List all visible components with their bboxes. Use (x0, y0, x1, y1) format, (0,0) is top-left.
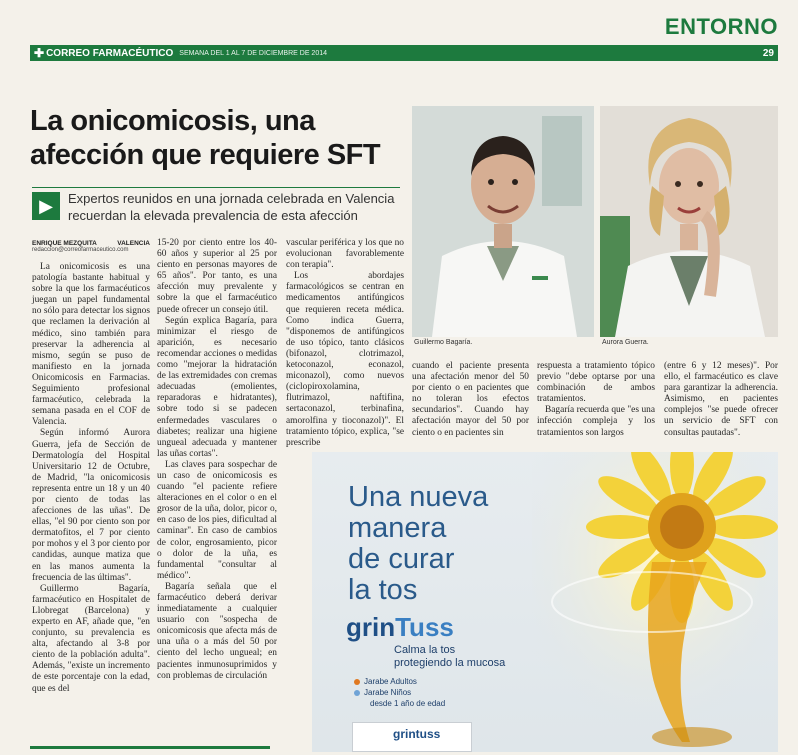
ad-variant: Jarabe Niños (364, 688, 412, 697)
photo-caption-left: Guillermo Bagaría. (414, 339, 473, 346)
masthead-brand (30, 46, 173, 60)
ad-headline-line: Una nueva (348, 481, 489, 513)
subhead-text: Expertos reunidos en una jornada celebrada en Valencia recuerdan la elevada prevalencia de esta afección (68, 191, 395, 223)
photo-caption-right: Aurora Guerra. (602, 339, 649, 346)
paragraph: La onicomicosis es una patología bastante habitual y sobre la que los farmacéuticos juegan un papel fundamental no sólo para detectar los signos que reclamen la derivación al médico, sino también para preservar la adherencia al mismo, según se puso de manifiesto en la jornada Onicomicosis en Farmacias. Seguimiento profesional farmacéutico, celebrada la semana pasada en el COF de Valencia. (32, 262, 150, 428)
paragraph: Las claves para sospechar de un caso de onicomicosis es cuando "el paciente refiere alteraciones en el color o en el grosor de la uña, dolor, picor o, en caso de los pies, dificultad al caminar". En caso de cambios de color, engrosamiento, picor o dolor de la uña, es fundamental "consultar al médico". (157, 459, 277, 581)
bottom-rule (30, 746, 270, 749)
grintuss-advertisement (312, 452, 778, 752)
ad-variant: Jarabe Adultos (364, 677, 417, 686)
portrait-man-illustration (412, 106, 594, 337)
paragraph: (entre 6 y 12 meses)". Por ello, el farmacéutico es clave para garantizar la adherencia. Asimismo, en pacientes complejos "se puede ofrecer un servicio de SFT con consultas pautadas". (664, 361, 778, 438)
paragraph: Según explica Bagaría, para minimizar el riesgo de aparición, es necesario recomendar acciones o medidas como "mejorar la hidratación de las extremidades con cremas adecuadas (emolientes, reparadoras e hidratantes), sobre todo si se padecen enfermedades vasculares o diabetes; realizar una higiene ungueal adecuada y mantener las uñas cortas". (157, 315, 277, 459)
ad-tagline-line: protegiendo la mucosa (394, 657, 506, 669)
article-headline: La onicomicosis, una afección que requiere SFT (30, 105, 381, 171)
ad-headline-line: manera (348, 512, 447, 544)
article-column-3 (286, 238, 404, 449)
page-number: 29 (762, 47, 774, 59)
ad-headline-line: la tos (348, 574, 418, 606)
byline-city: VALENCIA (117, 240, 150, 247)
ad-headline-line: de curar (348, 543, 455, 575)
paragraph: vascular periférica y los que no evolucionan favorablemente con terapia". (286, 238, 404, 271)
section-label: ENTORNO (664, 14, 778, 39)
paragraph: Bagaría recuerda que "es una infección compleja y los tratamientos son largos (537, 405, 655, 438)
article-column-1 (32, 262, 150, 695)
ad-headline (348, 482, 488, 606)
paragraph: cuando el paciente presenta una afectación menor del 50 por ciento o en pacientes que no toleran los efectos secundarios". Cuando hay afectación mayor del 50 por ciento o en pacientes sin (412, 361, 529, 438)
byline (32, 240, 150, 253)
article-column-4 (412, 361, 529, 439)
paragraph: 15-20 por ciento entre los 40-60 años y superior al 25 por ciento en personas mayores de 65 años". Por tanto, es una afección muy prevalente y sobre la que el farmacéutico puede ofrecer un consejo útil. (157, 238, 277, 315)
article-column-2 (157, 238, 277, 682)
masthead-brand-text: CORREO FARMACÉUTICO (46, 47, 174, 59)
paragraph: Guillermo Bagaría, farmacéutico en Hospitalet de Llobregat (Barcelona) y experto en AF, añade que, "en conjunto, su prevalencia es alta, afectando al 3-8 por ciento de la población adulta". Además, "existe un incremento de este porcentaje con la edad, que es del (32, 583, 150, 694)
ad-variants (354, 676, 445, 709)
byline-email: redaccion@correofarmaceutico.com (32, 247, 129, 253)
masthead-week: SEMANA DEL 1 AL 7 DE DICIEMBRE DE 2014 (179, 49, 328, 57)
product-box-label: grintuss (393, 727, 441, 741)
paragraph: respuesta a tratamiento tópico previo "debe optarse por una combinación de ambos tratamientos. (537, 361, 655, 405)
paragraph: Bagaría señala que el farmacéutico deberá derivar inmediatamente a cualquier usuario con "sospecha de onicomicosis que afecta más de una uña o a más del 50 por ciento del lecho ungueal; en pacientes inmunosuprimidos y con problemas de circulación (157, 581, 277, 681)
ad-tagline-line: Calma la tos (394, 644, 456, 656)
photo-guillermo-bagaria (412, 106, 594, 337)
flower-honey-illustration (532, 452, 778, 752)
ad-variant-note: desde 1 año de edad (370, 699, 446, 708)
ad-brand-logo (346, 612, 454, 643)
product-box (352, 722, 472, 752)
blue-dot-icon (354, 690, 360, 696)
play-arrow-icon: ▶ (32, 192, 60, 220)
paragraph: Según informó Aurora Guerra, jefa de Sección de Dermatología del Hospital Universitario 12 de Octubre, de Madrid, "la onicomicosis representa entre un 18 y un 40 por ciento de todas las afecciones de las uñas". De ellas, "el 90 por ciento son por dermatofitos, el 7 por ciento por mohos y el 3 por ciento por candidas, aunque matiza que en las manos aumenta la frecuencia de las últimas". (32, 428, 150, 583)
byline-author: ENRIQUE MEZQUITA (32, 240, 97, 247)
paragraph: Los abordajes farmacológicos se centran en medicamentos antifúngicos que requieren receta médica. Como indica Guerra, "disponemos de antifúngicos de uso tópico, tanto clásicos (bifonazol, clotrimazol, ketoconazol, econazol, miconazol), como nuevos (ciclopiroxolamina, flutrimazol, naftifina, sertaconazol, terbinafina, amorolfina y tioconazol)". El tratamiento tópico, explica, "se prescribe (286, 271, 404, 448)
ad-brand-part: Tuss (395, 612, 454, 642)
plus-icon: ✚ (34, 46, 45, 60)
ad-brand-part: grin (346, 612, 396, 642)
orange-dot-icon (354, 679, 360, 685)
photo-aurora-guerra (600, 106, 778, 337)
portrait-woman-illustration (600, 106, 778, 337)
article-column-5 (537, 361, 655, 439)
ad-tagline (394, 644, 505, 670)
article-subhead (32, 187, 400, 224)
masthead-bar (30, 45, 778, 61)
article-column-6 (664, 361, 778, 439)
